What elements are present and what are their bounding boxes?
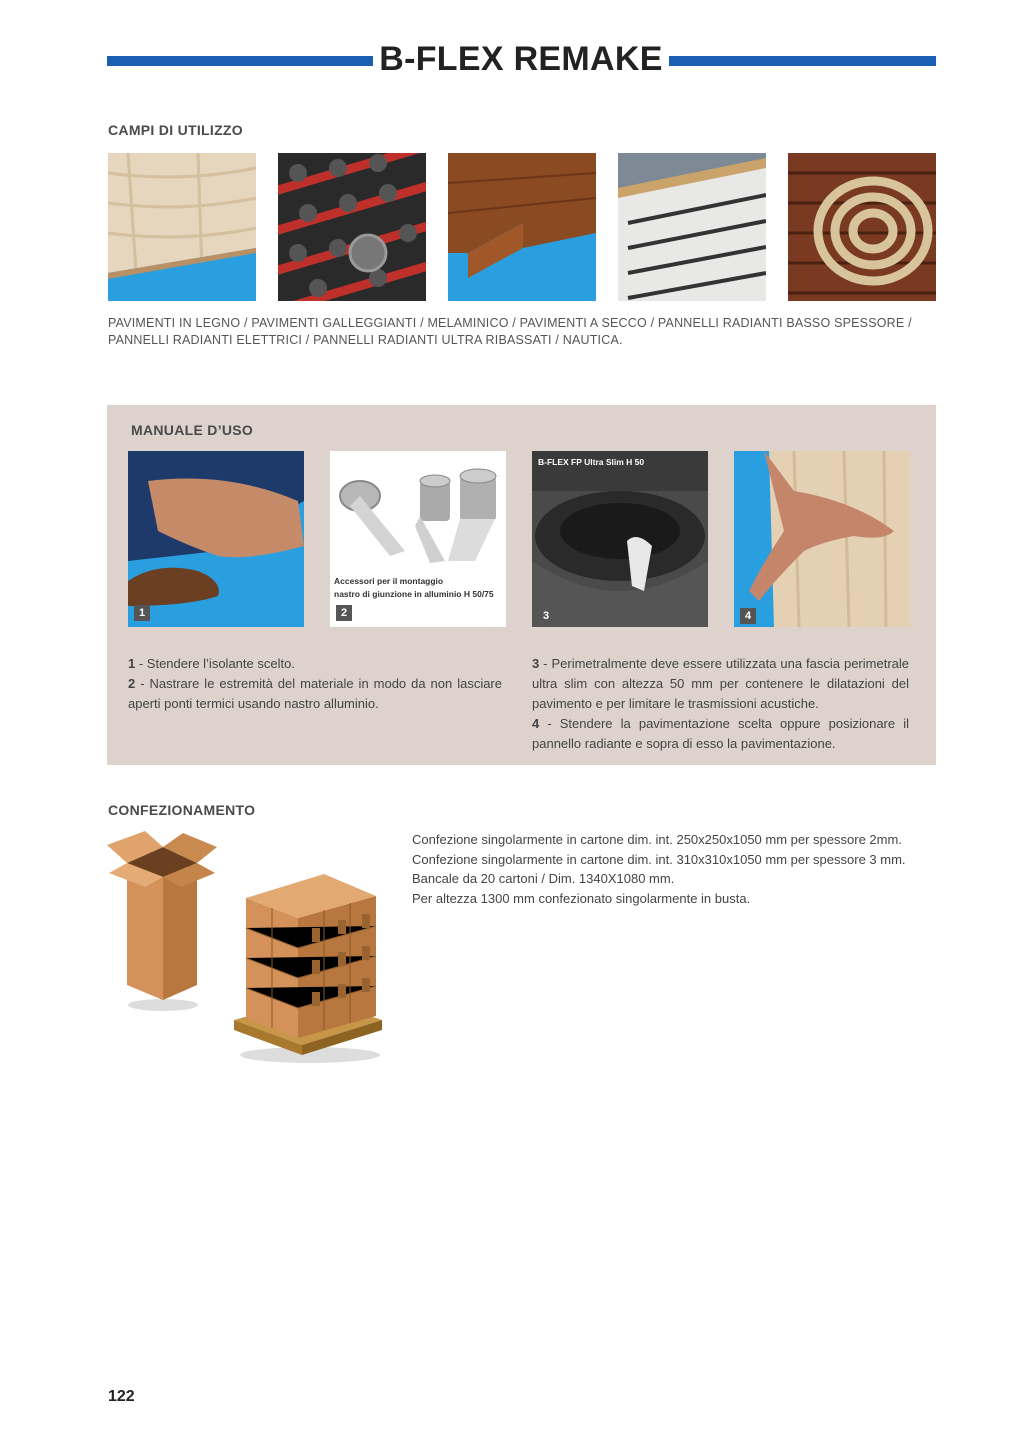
step-2-caption-line2: nastro di giunzione in alluminio H 50/75 (334, 589, 494, 599)
packaging-line-3: Bancale da 20 cartoni / Dim. 1340X1080 mm. (412, 871, 675, 886)
pallet-illustration (232, 870, 387, 1070)
instructions-left (128, 654, 502, 714)
step-3-number: 3 (538, 608, 554, 624)
header-bar-right (669, 56, 936, 66)
step-4-number: 4 (740, 608, 756, 624)
packaging-line-4: Per altezza 1300 mm confezionato singolarmente in busta. (412, 890, 751, 906)
instruction-2: 2 - Nastrare le estremità del materiale in modo da non lasciare aperti ponti termici usando nastro alluminio. (128, 676, 502, 711)
step-2-number: 2 (336, 605, 352, 621)
photo-wood-floor (108, 153, 256, 301)
packaging-title: CONFEZIONAMENTO (108, 802, 256, 818)
instruction-1: 1 - Stendere l’isolante scelto. (128, 656, 295, 671)
page-title: B-FLEX REMAKE (379, 40, 663, 78)
photo-nautical (788, 153, 936, 301)
packaging-line-1: Confezione singolarmente in cartone dim. int. 250x250x1050 mm per spessore 2mm. (412, 832, 902, 847)
step-3-caption: B-FLEX FP Ultra Slim H 50 (538, 457, 645, 467)
instruction-3: 3 - Perimetralmente deve essere utilizzata una fascia perimetrale ultra slim con altezza 50 mm per contenere le dilatazioni del pavimento e per limitare le trasmissioni acustiche. (532, 656, 909, 711)
packaging-line-2: Confezione singolarmente in cartone dim. int. 310x310x1050 mm per spessore 3 mm. (412, 851, 906, 867)
photo-laminate (448, 153, 596, 301)
step-4-image (734, 451, 910, 627)
photo-radiant-panel (278, 153, 426, 301)
page-number: 122 (108, 1388, 135, 1405)
campi-title: CAMPI DI UTILIZZO (108, 122, 243, 138)
step-2-caption (334, 575, 494, 601)
step-2-caption-line1: Accessori per il montaggio (334, 576, 444, 586)
header-bar-left (107, 56, 373, 66)
manual-title: MANUALE D’USO (131, 422, 254, 438)
packaging-text (412, 830, 932, 908)
instructions-right (532, 654, 909, 754)
step-2-image (330, 451, 506, 627)
step-1-image (128, 451, 304, 627)
instruction-4: 4 - Stendere la pavimentazione scelta oppure posizionare il pannello radiante e sopra di esso la pavimentazione. (532, 716, 909, 751)
campi-description: PAVIMENTI IN LEGNO / PAVIMENTI GALLEGGIANTI / MELAMINICO / PAVIMENTI A SECCO / PANNELLI RADIANTI BASSO SPESSORE / PANNELLI RADIANTI ELETTRICI / PANNELLI RADIANTI ULTRA RIBASSATI / NAUTICA. (108, 316, 912, 347)
single-box-illustration (105, 825, 220, 1020)
step-3-image (532, 451, 708, 627)
step-1-number: 1 (134, 605, 150, 621)
photo-dry-floor (618, 153, 766, 301)
